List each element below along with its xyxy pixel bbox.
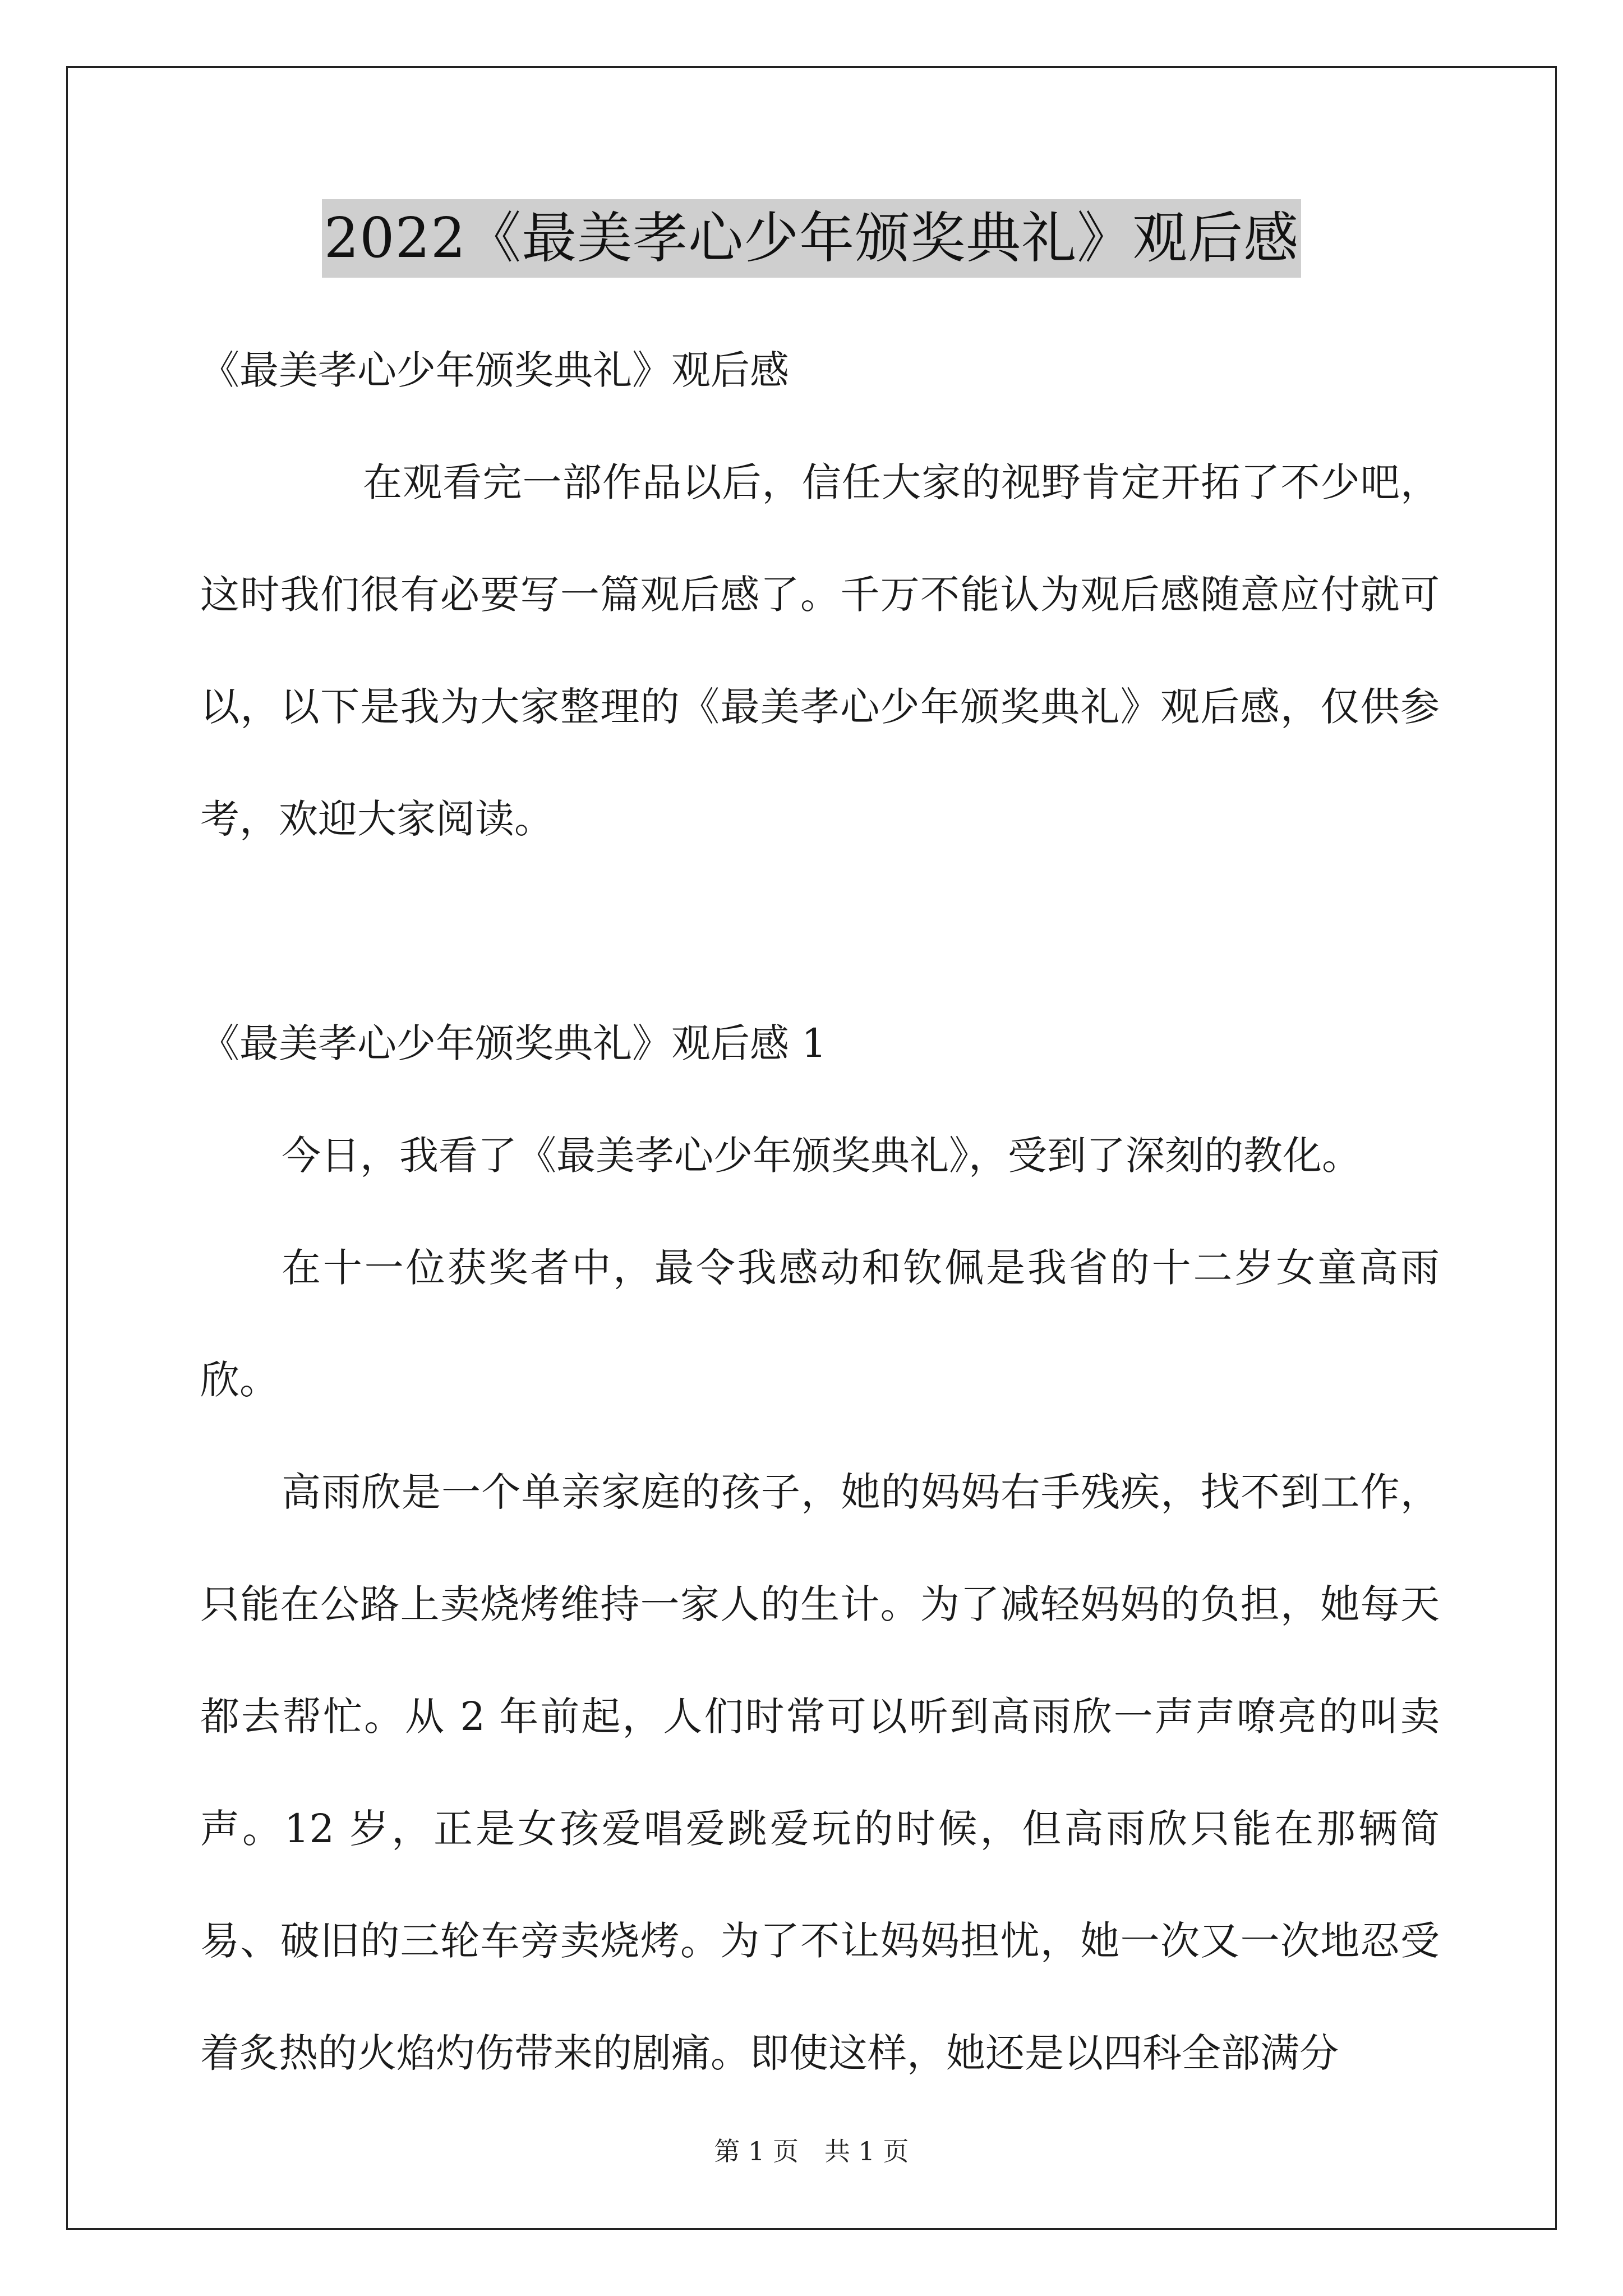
subtitle: 《最美孝心少年颁奖典礼》观后感 — [200, 347, 789, 393]
section-heading: 《最美孝心少年颁奖典礼》观后感 1 — [200, 1020, 827, 1066]
body-paragraph-3: 高雨欣是一个单亲家庭的孩子，她的妈妈右手残疾，找不到工作，只能在公路上卖烧烤维持一家人的生计。为了减轻妈妈的负担，她每天都去帮忙。从 2 年前起，人们时常可以听到高雨欣一声声嘹亮的叫卖声。12 岁，正是女孩爱唱爱跳爱玩的时候，但高雨欣只能在那辆简易、破旧的三轮车旁卖烧烤。为了不让妈妈担忧，她一次又一次地忍受着炙热的火焰灼伤带来的剧痛。即使这样，她还是以四科全部满分 — [200, 1469, 1440, 2076]
document-title: 2022《最美孝心少年颁奖典礼》观后感 — [322, 199, 1301, 278]
title-block — [0, 199, 1623, 278]
page-footer: 第 1 页 共 1 页 — [714, 2136, 909, 2166]
body-paragraph-2: 在十一位获奖者中，最令我感动和钦佩是我省的十二岁女童高雨欣。 — [200, 1245, 1440, 1403]
intro-paragraph: 在观看完一部作品以后，信任大家的视野肯定开拓了不少吧，这时我们很有必要写一篇观后感了。千万不能认为观后感随意应付就可以，以下是我为大家整理的《最美孝心少年颁奖典礼》观后感，仅供参考，欢迎大家阅读。 — [200, 459, 1440, 842]
body-paragraph-1: 今日，我看了《最美孝心少年颁奖典礼》，受到了深刻的教化。 — [282, 1133, 1361, 1179]
section-spacer — [200, 875, 1440, 987]
document-body — [200, 314, 1440, 2109]
